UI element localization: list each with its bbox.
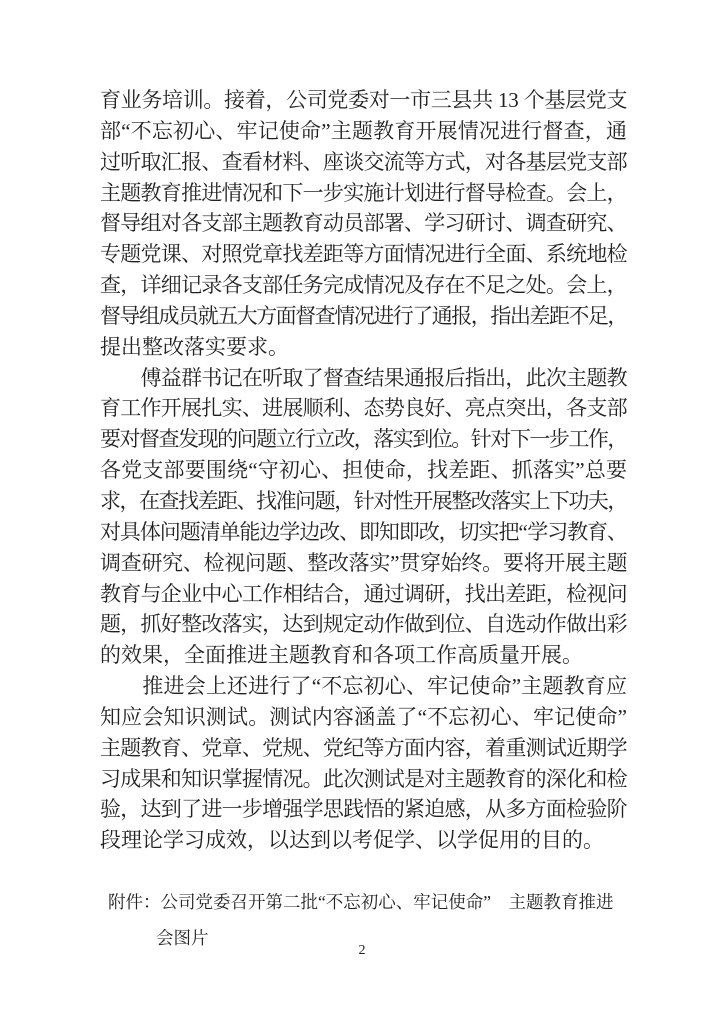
body-text-line: 主 题 教 育 、 党 章 、 党 规 、 党 纪 等 方 面 内 容 ， 着 重 测 试 近 期 学 <box>100 735 628 760</box>
body-text-line: 傅 益 群 书 记 在 听 取 了 督 查 结 果 通 报 后 指 出 ， 此 次 主 题 教 <box>140 365 628 390</box>
body-text-line: 题 ， 抓 好 整 改 落 实 ， 达 到 规 定 动 作 做 到 位 、 自 选 动 作 做 出 彩 <box>100 612 628 637</box>
body-text-line: 知 应 会 知 识 测 试 。 测 试 内 容 涵 盖 了 “ 不 忘 初 心 、 牢 记 使 命 ” <box>100 704 627 729</box>
page-number: 2 <box>358 943 366 958</box>
body-text-line: 育 工 作 开 展 扎 实 、 进 展 顺 利 、 态 势 良 好 、 亮 点 突 出 ， 各 支 部 <box>100 396 628 421</box>
body-text-line: 提 出 整 改 落 实 要 求 。 <box>100 334 289 359</box>
body-text-line: 段 理 论 学 习 成 效 ， 以 达 到 以 考 促 学 、 以 学 促 用 的 目 的 。 <box>100 828 604 853</box>
attachment-line-2: 会图片 <box>156 928 209 948</box>
body-text-line: 各 党 支 部 要 围 绕 “ 守 初 心 、 担 使 命 ， 找 差 距 、 抓 落 实 ” 总 要 <box>100 458 627 483</box>
body-text-line: 推 进 会 上 还 进 行 了 “ 不 忘 初 心 、 牢 记 使 命 ” 主 题 教 育 应 <box>142 674 627 699</box>
attachment-line-1: 附件：公司党委召开第二批“不忘初心、牢记使命” 主题教育推进 <box>108 892 614 912</box>
body-text-line: 对 具 体 问 题 清 单 能 边 学 边 改 、 即 知 即 改 ， 切 实 把 “ 学 习 教 育 、 <box>100 519 628 544</box>
body-text-line: 习 成 果 和 知 识 掌 握 情 况 。 此 次 测 试 是 对 主 题 教 育 的 深 化 和 检 <box>100 766 628 791</box>
body-text-line: 育 业 务 培 训 。 接 着 ， 公 司 党 委 对 一 市 三 县 共 1 3 个 基 层 党 支 <box>100 88 628 112</box>
document-body <box>100 85 627 856</box>
body-text-line: 要 对 督 查 发 现 的 问 题 立 行 立 改 ， 落 实 到 位 。 针 对 下 一 步 工 作 ， <box>100 427 629 452</box>
body-text-line: 专 题 党 课 、 对 照 党 章 找 差 距 等 方 面 情 况 进 行 全 面 、 系 统 地 检 <box>100 242 628 267</box>
body-text-line: 查 ， 详 细 记 录 各 支 部 任 务 完 成 情 况 及 存 在 不 足 之 处 。 会 上 ， <box>100 273 628 298</box>
body-text-line: 主 题 教 育 推 进 情 况 和 下 一 步 实 施 计 划 进 行 督 导 检 查 。 会 上 ， <box>100 180 628 205</box>
body-text-line: 督 导 组 成 员 就 五 大 方 面 督 查 情 况 进 行 了 通 报 ， 指 出 差 距 不 足 ， <box>100 303 629 328</box>
body-text-line: 教 育 与 企 业 中 心 工 作 相 结 合 ， 通 过 调 研 ， 找 出 差 距 ， 检 视 问 <box>100 581 628 606</box>
body-text-line: 的 效 果 ， 全 面 推 进 主 题 教 育 和 各 项 工 作 高 质 量 开 展 。 <box>100 643 583 668</box>
body-text-line: 验 ， 达 到 了 进 一 步 增 强 学 思 践 悟 的 紧 迫 感 ， 从 多 方 面 检 验 阶 <box>100 797 628 822</box>
body-text-line: 求 ， 在 查 找 差 距 、 找 准 问 题 ， 针 对 性 开 展 整 改 落 实 上 下 功 夫 ， <box>100 488 629 513</box>
body-text-line: 督 导 组 对 各 支 部 主 题 教 育 动 员 部 署 、 学 习 研 讨 、 调 查 研 究 、 <box>100 211 628 236</box>
body-text-line: 过 听 取 汇 报 、 查 看 材 料 、 座 谈 交 流 等 方 式 ， 对 各 基 层 党 支 部 <box>100 149 628 174</box>
body-text-line: 调 查 研 究 、 检 视 问 题 、 整 改 落 实 ” 贯 穿 始 终 。 要 将 开 展 主 题 <box>100 550 628 575</box>
body-text-line: 部 “ 不 忘 初 心 、 牢 记 使 命 ” 主 题 教 育 开 展 情 况 进 行 督 查 ， 通 <box>100 118 627 143</box>
